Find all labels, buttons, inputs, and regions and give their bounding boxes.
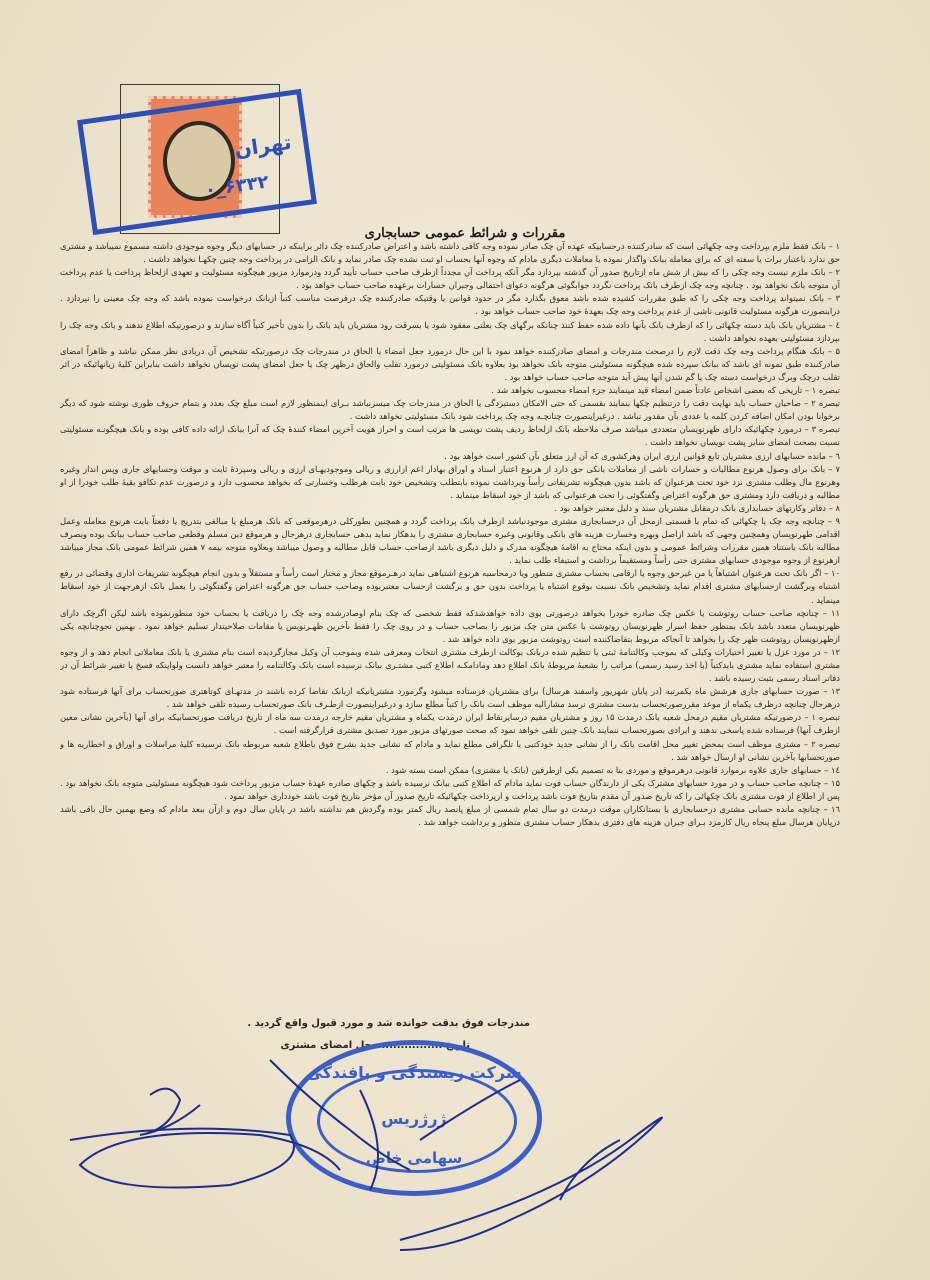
seal-company-type: سهامی خاص [365,1149,463,1167]
acceptance-note: مندرجات فوق بدقت خوانده شد و مورد قبول واقع گردید . [247,1018,530,1029]
clause-4: ٤ – مشتریان بانک باید دسته چکهائی را که ازطرف بانک بآنها داده شده حفظ کنند چنانکه برگهای چک بعلتی مفقود شود یا بسرقت رود مشتریان باید بانک را بدون تأخیر کتباً آگاه سازند و درصورتیکه اطلاع ندهند و بانک وجه چک را بپردازد مسئولیتی بعهده نخواهد داشت . [60,319,840,343]
document-title: مقررات و شرائط عمومی حسابجاری [364,226,566,241]
signature-right [400,1118,662,1251]
clause-9: ٦ – مانده حسابهای ارزی مشتریان تابع قوانین ارزی ایران وهرکشوری که آن ارز متعلق بآن کشور است خواهد بود . [444,450,840,461]
seal-company-name: شرکت ریسندگی و بافندگی [306,1063,522,1082]
stamp-number: ۶۳۳۲_۰ [203,171,270,202]
clause-16: ۱۳ – صورت حسابهای جاری هرشش ماه یکمرتبه (در پایان شهریور واسفند هرسال) برای مشتریان فرستاده میشود وگرمورد مشتریانیکه ازبانک تقاضا کرده باشند در مدتهـای کوتاهتری صورتحساب برای آنها فرستاده شود درهرحال چنانچه درظرف یکماه از موعد مقررصورتحساب بدست مشتری نرسد مشارالیه موظف است بانک را کتباً مطلع سازد و درغیراینصورت ازطـرف بانک صورتحساب رسیده تلقی خواهد شد . [60,686,840,710]
seal-brand: ژرژریس [381,1109,447,1128]
clause-21: ۱٦ – چنانچه مانده حسابی مشتری درحسابجاری یا بستانکاران موقت درمدت دو سال تمام شمسی از مبلغ پانصد ریال کمتر بوده وگردش هم نداشته باشد در پایان سال دوم و ازآن ببعد مادام که وضع بهمین حال باقی باشد درپایان هرسال مبلغ پنجاه ریال کارمزد بـرای جبران هزینه های دفتری بدهکار حساب مشتری منظور و برداشت خواهد شد . [60,804,840,828]
clause-19: ۱٤ – حسابهای جاری علاوه برموارد قانونی درهرموقع و موردی بنا به تصمیم یکی ازطرفین (بانک یا مشتری) ممکن است بسته شود . [385,764,840,775]
clause-20: ۱۵ – چنانچه صاحب حساب و در مورد حسابهای مشترک یکی از دارندگان حساب فوت نماید مادام که اطلاع کتبی ببانک نرسیده باشد و چکهای صادره عهدهٔ حساب مزبور پرداخت شود هیچگونه مسئولیتی متوجه بانک نخواهد بود . پس از اطلاع از فوت مشتری بانک چکهائی را که تاریخ صدور آن مقدم بتاریخ فوت باشد پرداخت و ازپرداخت چکهائیکه تاریخ صدور آن مؤخر بتاریخ فوت باشد خودداری خواهد نمود . [60,777,840,801]
signature-line: تاریخ ................ محل امضای مشتری [280,1040,470,1051]
clause-2: ۲ – بانک ملزم نیست وجه چکی را که بیش از شش ماه ازتاریخ صدور آن گذشته بپردازد مگر آنکه پرداخت آن مجدداً ازطرف صاحب حساب تأیید گردد ودرموارد مزبور هیچگونه مسئولیت و تعهدی ازلحاظ پرداخت یا عدم پرداخت آن متوجه بانک نخواهد بود . چنانچه وجه چک ازطرف بانک پرداخت نگردد جوابگوئی هرگونه دعوای احتمالی وجبران خسارات برعهده صاحب حساب خواهد بود . [60,267,840,291]
clause-12: ۹ – چنانچه وجه چک یا چکهائی که تمام یا قسمتی ازمحل آن درحسابجاری مشتری موجودنباشد ازطرف بانک پرداخت گردد و همچنین بطورکلی درهرموقعی که بانک هرمبلغ یا مبالغی بتدریج یا دفعتاً بابت هرنوع معامله وعمل اقدامی طهرنویسان وهمچنین وجهی که باشد ازاصل وبهره وخسارت هزینه های بانکی وقانونی وغیره حسابجاری مشتری را بدهکار نماید بدهی حسابجاری درهرحال و هرموقع دین مسلم وقطعی صاحب حساب ببانک بوده وبصرف مطالبه بانک باستناد همین مقررات وشرائط عمومی و بدون اینکه محتاج به اقامهٔ هیچگونه مدرک و دلیل دیگری باشد ازصاحب حساب قابل مطالبه و وصول میباشد وبعلاوه متوجه بیمه ۷ همین شرائط عمومی بانک مجاز میباشد ازهرنوع از وجوه موجودی حسابهای مشتری حتی رأساً ومستقیماً برداشت و استیفاء طلب نماید . [60,515,840,566]
clause-7: تبصره ۲ – صاحبان حساب باید نهایت دقت را درتنظیم چکها بنمایند بقسمی که حتی الامکان دستبردگی یا الحاق در مندرجات چک میسرنباشد بـرای اینمنظور لازم است مبلغ چک بعدد و بتمام حروف طوری نوشته شود که دیگر برخوانا بودن امکان اضافه کردن کلمه یا عددی بآن مقدور نباشد . درغیراینصورت چنانچـه وجه چک پرداخت شود بانک مسئولیتی نخواهد داشت . [60,398,840,422]
signature-left [70,1089,340,1188]
signature-label: محل امضای مشتری [280,1040,379,1051]
clause-18: تبصره ۲ – مشتری موظف است بمحض تغییر محل اقامت بانک را از نشانی جدید خودکتبی یا تلگرافی مطلع نماید و مادام که نشانی جدید بشرح فوق باطلاع شعبه مربوطه بانک نرسیده کلیهٔ مراسلات و اوراق و اخطاریه ها و صورتحسابها بآخرین نشانی او ارسال خواهد شد . [60,738,840,762]
signature-center [270,1060,520,1190]
clause-14: ۱۱ – چنانچه صاحب حساب روتوشت یا عکس چک صادره خودرا بخواهد درصورتی بوی داده خواهدشدکه فقط شخصی که چک بنام اوصادرشده وجه چک را دریافت یا بحساب خود منظورنموده باشد لیکن اگرچک دارای ظهرنویسان متعدد باشد بانک بمنظور حفظ اسرار ظهرنویسان روتوشت یا عکس متن چک مزبور را بصاحب حساب و در روی چک را فقط بآخرین ظهـرنویس یا مقامات صلاحیتدار تسلیم خواهد نمود . بهمین نحوچنانچه یکی ازظهرنویسان روتوشت ظهر چک را بخواهد تا آنجاکه مربوط بتقاضاکننده است روتوشت مزبور بوی داده خواهد شد . [60,607,840,644]
clause-5: ۵ – بانک هنگام پرداخت وجه چک دقت لازم را درصحت مندرجات و امضای صادرکننده خواهد نمود با این حال درمورد جعل امضاء یا الحاق در مندرجات چک درصورتیکه تشخیص آن دربادی نظر ممکن نباشد و ظاهراً امضای صادرکننده طبق نمونه ای باشد که ببانک سپرده شده هیچگونه مسئولیتی متوجه بانک نخواهد بود بعلاوه بانک مسئولیتی درمورد تقلب والحاق درظهر چک یا جعل امضای پشت نویسان نخواهد داشت بنابراین کلیهٔ زیانهائیکه در اثر تقلب درچک وبرگ درخواست دسته چک یا گم شدن آنها پیش آید متوجه صاحب حساب خواهد بود . [60,345,840,382]
clause-3: ۳ – بانک نمیتواند پرداخت وجه چکی را که طبق مقررات کشیده شده باشد معوق بگذارد مگر در حدود قوانین یا وقتیکه صادرکننده چک درفرصت مناسب کتباً ازبانک درخواست نموده باشد که وجه چک معینی را نپردازد . درابنصورت هرگونه مسئولیت قانونی ناشی از عدم پرداخت وجه چک بعهدهٔ خود صاحب حساب خواهد بود . [60,293,840,317]
clause-10: ۷ – بانک برای وصول هرنوع مطالبات و خسارات ناشی از معاملات بانکی حق دارد از هرنوع اعتبار اسناد و اوراق بهادار اعم ازارزی و ریالی وموجودیهـای ارزی و ریالی وسپردهٔ ثابت و موقت وحسابهای جاری وپس انداز وغیره وهرنوع مال وطلب مشتری نزد خود تحت هرعنوان که باشد بدون هیچگونه تشریفاتی رأساً وبرداشت نموده بابتطلب وتشخیص خود بابت هرطلب وخسارتی که بخواهد محسوب دارد و درصورت عدم تکافو بقیهٔ طلب خودرا از او مطالبه و دریافت دارد ومشتری حق هرگونه اعتراض وگفتگوئی را تحت هرعنوانی که باشد از خود اسقاط مینماید . [60,463,840,500]
clause-6: تبصره ۱ – تاریخی که بعضی اشخاص عادتاً ضمن امضاء قید مینمایند جزء امضاء محسوب نخواهد شد . [491,385,840,396]
clause-13: ۱۰ – اگر بانک تحت هرعنوان اشتباهاً یا من غیرحق وجوه یا ارقامی بحساب مشتری منظور ویا درمحاسبه هرنوع اشتباهی نماید درهـرموقع مجاز و مختار است رأساً و مستقلاً و بدون انجام هیچگونه تشریفات اداری وقضائی در رفع اشتباه وبرگشت ازحسابهای مشتری اقدام نماید وتشخیص بانک نسبت بوقوع اشتباه یا پرداخت بدون حق و برگشت ازحساب معتبربوده وصاحب حساب حق هرگونه اعتراض وگفتگوئی را بعمل بانک ازهرجهت از خود اسقاط مینماید . [60,568,840,605]
clause-17: تبصره ۱ – درصورتیکه مشتریان مقیم درمحل شعبه بانک درمدت ۱۵ روز و مشتریان مقیم درسایرنقاط ایران درمدت یکماه و مشتریان مقیم خارجه درمدت سه ماه از تاریخ دریافت صورتحسابیکه برای آنها (بآخرین نشانی معین ازطرف آنها) فرستاده شده پاسخی ندهند و ایرادی بصورتحساب ننمایند بانک چنین تلقی خواهد نمود که صحت صورتهای مزبور مورد تصدیق مشتری قرارگرفته است . [60,712,840,736]
stamp-city: تهران [232,129,293,162]
clause-15: ۱۲ – در مورد عزل یا تغییر اختیارات وکیلی که بموجب وکالتنامهٔ ثبتی یا تنظیم شده دربانک بوکالت ازطرف مشتری انتخاب ومعرفی شده وبموجب آن وکیل مجازگردیده است بنام مشتری یا بانک معاملاتی انجام دهد و از وجوه مشتری استفاده نماید مشتری بایدکتباً (با اخذ رسید رسمی) مراتب را بشعبهٔ مربوطهٔ بانک اطلاع دهد ومادامکـه اطلاع کتبی مشتـری ببانک نرسیده است بانک وکالتنامه را معتبر خواهد دانست ولواینکه فسخ یا تغییر شرائط آن در دفاتر اسناد رسمی بثبت رسیده باشد . [60,646,840,684]
clause-1: ۱ – بانک فقط ملزم بپرداخت وجه چکهائی است که سادرکننده درحسابیکه عهده آن چک صادر نموده وجه کافی داشته باشد و اعتراض صادرکننده چک دائر براینکه در حسابهای دیگر وجوه موجودی داشته مسموع نمیباشد و مشتری حق ندارد باعتبار برات یا سفته ای که برای معامله ببانک واگذار نموده یا معاملات دیگری مادام که وجوه آنها بحساب او ثبت نشده چک صادر نماید و بانک الزامی در پرداخت وجه چنین چکهـا نخواهد داشت . [60,241,840,265]
date-label: تاریخ [445,1040,470,1051]
clause-8: تبصره ۳ – درمورد چکهائیکه دارای ظهرنویسان متعددی میباشد صرف ملاحظه بانک ازلحاظ ردیف پشت نویسی ها مرتب است و احراز هویت آخرین امضاء کنندهٔ چک که آنرا ببانک ارائه داده کافی بوده و بانک هیچگونـه مسئولیتی نسبت بصحت امضای سایر پشت نویسان نخواهد داشت . [60,424,840,448]
clause-11: ۸ – دفاتر وکارتهای حسابداری بانک درمقابل مشتریان سند و دلیل معتبر خواهد بود . [554,502,840,513]
